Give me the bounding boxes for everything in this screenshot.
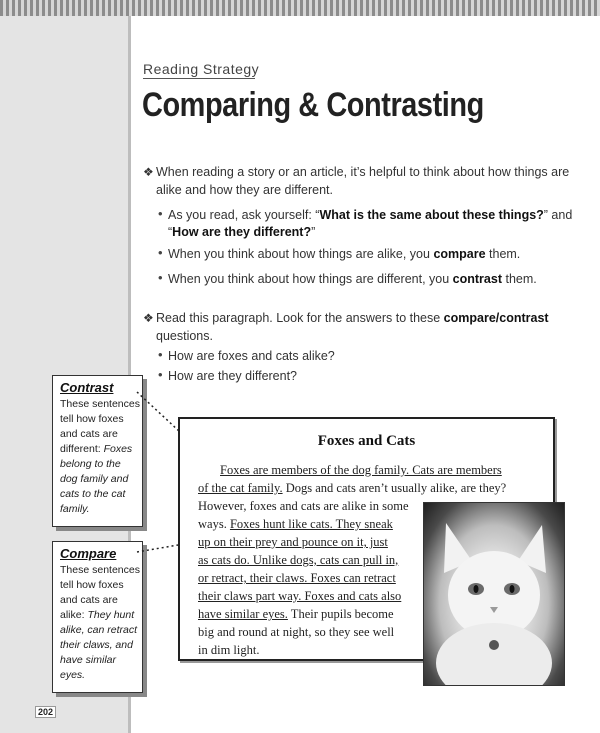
question-1: How are foxes and cats alike? <box>168 349 335 363</box>
passage-line: have similar eyes. Their pupils become <box>198 607 394 621</box>
section-label: Reading Strategy <box>143 61 260 77</box>
contrast-heading: Contrast <box>60 380 114 395</box>
intro-line-1: When reading a story or an article, it’s helpful to think about how things are <box>156 165 570 179</box>
intro-line-2: alike and how they are different. <box>156 183 333 197</box>
bullet-dot-icon: • <box>158 367 163 382</box>
compare-text: These sentences tell how foxes and cats are alike: They hunt alike, can retract their claws, and have similar eyes. <box>60 564 140 681</box>
intro-bullet-1: As you read, ask yourself: “What is the same about these things?” and <box>168 208 573 222</box>
passage-line: However, foxes and cats are alike in some <box>198 499 409 513</box>
task-line-2: questions. <box>156 329 213 343</box>
white-cat-icon <box>424 503 564 685</box>
intro-bullet-1-cont: “How are they different?” <box>168 225 316 239</box>
page-title: Comparing & Contrasting <box>142 86 484 124</box>
passage-line: up on their prey and pounce on it, just <box>198 535 388 549</box>
passage-line: Foxes are members of the dog family. Cats are members <box>220 463 502 477</box>
task-line-1: Read this paragraph. Look for the answers to these compare/contrast <box>156 311 549 325</box>
passage-line: ways. Foxes hunt like cats. They sneak <box>198 517 393 531</box>
passage-line: or retract, their claws. Foxes can retract <box>198 571 396 585</box>
contrast-text: These sentences tell how foxes and cats are different: Foxes belong to the dog family and cats to the cat family. <box>60 398 140 515</box>
page-number: 202 <box>35 706 56 718</box>
bullet-dot-icon: • <box>158 270 163 285</box>
passage-line: of the cat family. Dogs and cats aren’t usually alike, are they? <box>198 481 507 495</box>
diamond-bullet-icon: ❖ <box>143 311 154 325</box>
intro-bullet-3: When you think about how things are different, you contrast them. <box>168 272 537 286</box>
question-2: How are they different? <box>168 369 298 383</box>
compare-arrow <box>137 544 184 552</box>
passage-line: their claws part way. Foxes and cats also <box>198 589 402 603</box>
cat-photo <box>423 502 565 686</box>
bullet-dot-icon: • <box>158 347 163 362</box>
passage-title: Foxes and Cats <box>317 433 416 449</box>
passage-line: in dim light. <box>198 643 260 657</box>
bullet-dot-icon: • <box>158 245 163 260</box>
passage-line: big and round at night, so they see well <box>198 625 395 639</box>
intro-bullet-2: When you think about how things are alike, you compare them. <box>168 247 521 261</box>
passage-line: as cats do. Unlike dogs, cats can pull in, <box>198 553 399 567</box>
bullet-dot-icon: • <box>158 206 163 221</box>
diamond-bullet-icon: ❖ <box>143 165 154 179</box>
compare-heading: Compare <box>60 546 117 561</box>
